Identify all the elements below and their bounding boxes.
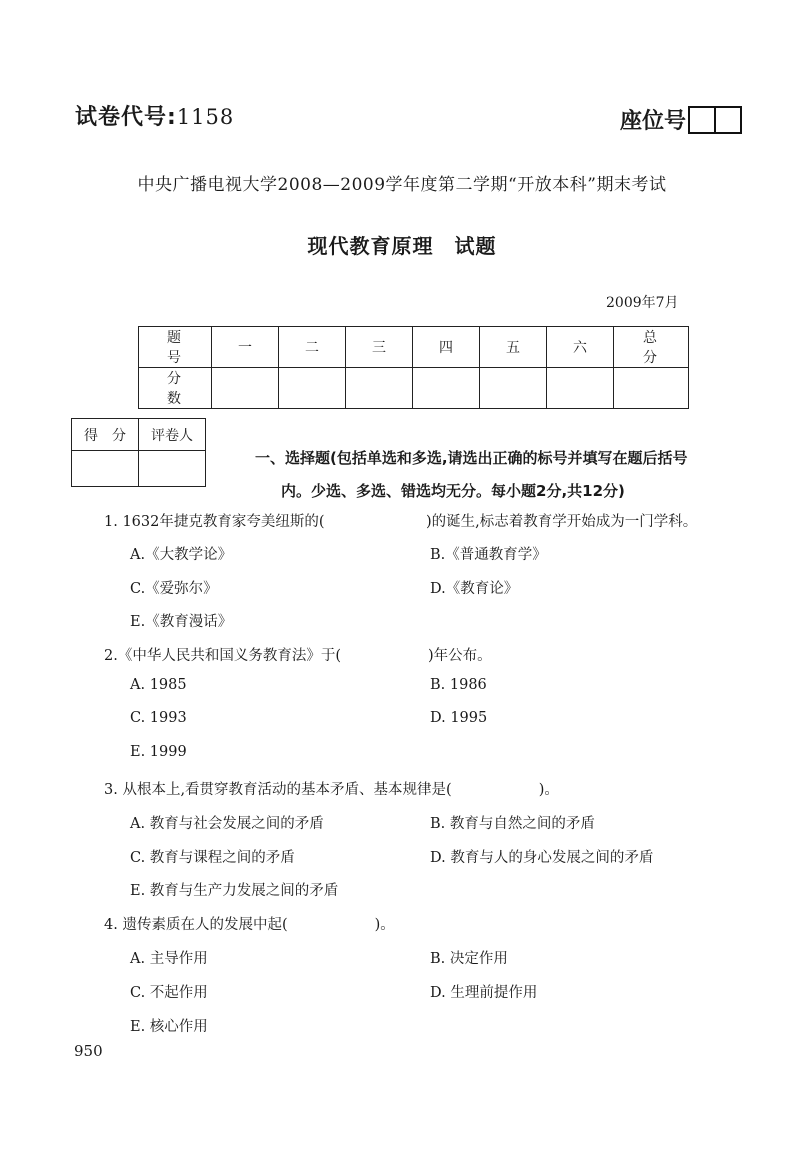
option-4b: B. 决定作用 xyxy=(430,951,508,967)
option-4d: D. 生理前提作用 xyxy=(430,985,538,1001)
question-number-label: 题 号 xyxy=(139,327,212,368)
section-heading-line1: 一、选择题(包括单选和多选,请选出正确的标号并填写在题后括号 xyxy=(255,449,688,467)
option-2b: B. 1986 xyxy=(430,677,487,693)
option-1d: D.《教育论》 xyxy=(430,581,519,597)
exam-subtitle: 中央广播电视大学2008—2009学年度第二学期“开放本科”期末考试 xyxy=(137,175,667,195)
score-table xyxy=(138,326,689,409)
score-cell-total[interactable] xyxy=(614,368,689,409)
seat-number-box[interactable] xyxy=(688,106,742,134)
grader-name-label: 评卷人 xyxy=(139,419,206,451)
grader-table xyxy=(71,418,206,487)
option-3d: D. 教育与人的身心发展之间的矛盾 xyxy=(430,850,654,866)
exam-date: 2009年7月 xyxy=(606,295,679,311)
grader-name-cell[interactable] xyxy=(139,451,206,487)
option-3b: B. 教育与自然之间的矛盾 xyxy=(430,816,595,832)
score-cell[interactable] xyxy=(413,368,480,409)
score-row-label: 分 数 xyxy=(139,368,212,409)
question-2: 2.《中华人民共和国义务教育法》于( )年公布。 xyxy=(104,648,492,664)
question-4: 4. 遗传素质在人的发展中起( )。 xyxy=(104,917,395,933)
option-2e: E. 1999 xyxy=(130,744,187,760)
option-1e: E.《教育漫话》 xyxy=(130,614,233,630)
exam-code-number: 1158 xyxy=(176,105,235,129)
exam-title: 现代教育原理 试题 xyxy=(307,234,497,258)
column-3: 三 xyxy=(346,327,413,368)
option-1b: B.《普通教育学》 xyxy=(430,547,547,563)
option-2a: A. 1985 xyxy=(130,677,187,693)
option-4a: A. 主导作用 xyxy=(130,951,208,967)
exam-code-label: 试卷代号: xyxy=(75,105,177,130)
section-heading-line2: 内。少选、多选、错选均无分。每小题2分,共12分) xyxy=(281,482,625,500)
score-cell[interactable] xyxy=(480,368,547,409)
score-cell[interactable] xyxy=(346,368,413,409)
column-4: 四 xyxy=(413,327,480,368)
score-cell[interactable] xyxy=(212,368,279,409)
seat-number xyxy=(620,104,742,135)
grader-score-label: 得 分 xyxy=(72,419,139,451)
option-3a: A. 教育与社会发展之间的矛盾 xyxy=(130,816,324,832)
question-1: 1. 1632年捷克教育家夸美纽斯的( )的诞生,标志着教育学开始成为一门学科。 xyxy=(104,514,698,530)
option-1a: A.《大教学论》 xyxy=(130,547,233,563)
option-3e: E. 教育与生产力发展之间的矛盾 xyxy=(130,883,339,899)
seat-label: 座位号 xyxy=(620,109,687,134)
option-4c: C. 不起作用 xyxy=(130,985,208,1001)
option-4e: E. 核心作用 xyxy=(130,1019,208,1035)
column-1: 一 xyxy=(212,327,279,368)
option-3c: C. 教育与课程之间的矛盾 xyxy=(130,850,295,866)
option-2c: C. 1993 xyxy=(130,710,187,726)
question-3: 3. 从根本上,看贯穿教育活动的基本矛盾、基本规律是( )。 xyxy=(104,782,559,798)
grader-score-cell[interactable] xyxy=(72,451,139,487)
option-1c: C.《爱弥尔》 xyxy=(130,581,218,597)
column-6: 六 xyxy=(547,327,614,368)
score-cell[interactable] xyxy=(547,368,614,409)
option-2d: D. 1995 xyxy=(430,710,488,726)
total-label: 总 分 xyxy=(614,327,689,368)
score-cell[interactable] xyxy=(279,368,346,409)
section-heading xyxy=(255,442,755,508)
column-5: 五 xyxy=(480,327,547,368)
exam-code xyxy=(75,100,234,131)
column-2: 二 xyxy=(279,327,346,368)
page-number: 950 xyxy=(74,1042,103,1060)
